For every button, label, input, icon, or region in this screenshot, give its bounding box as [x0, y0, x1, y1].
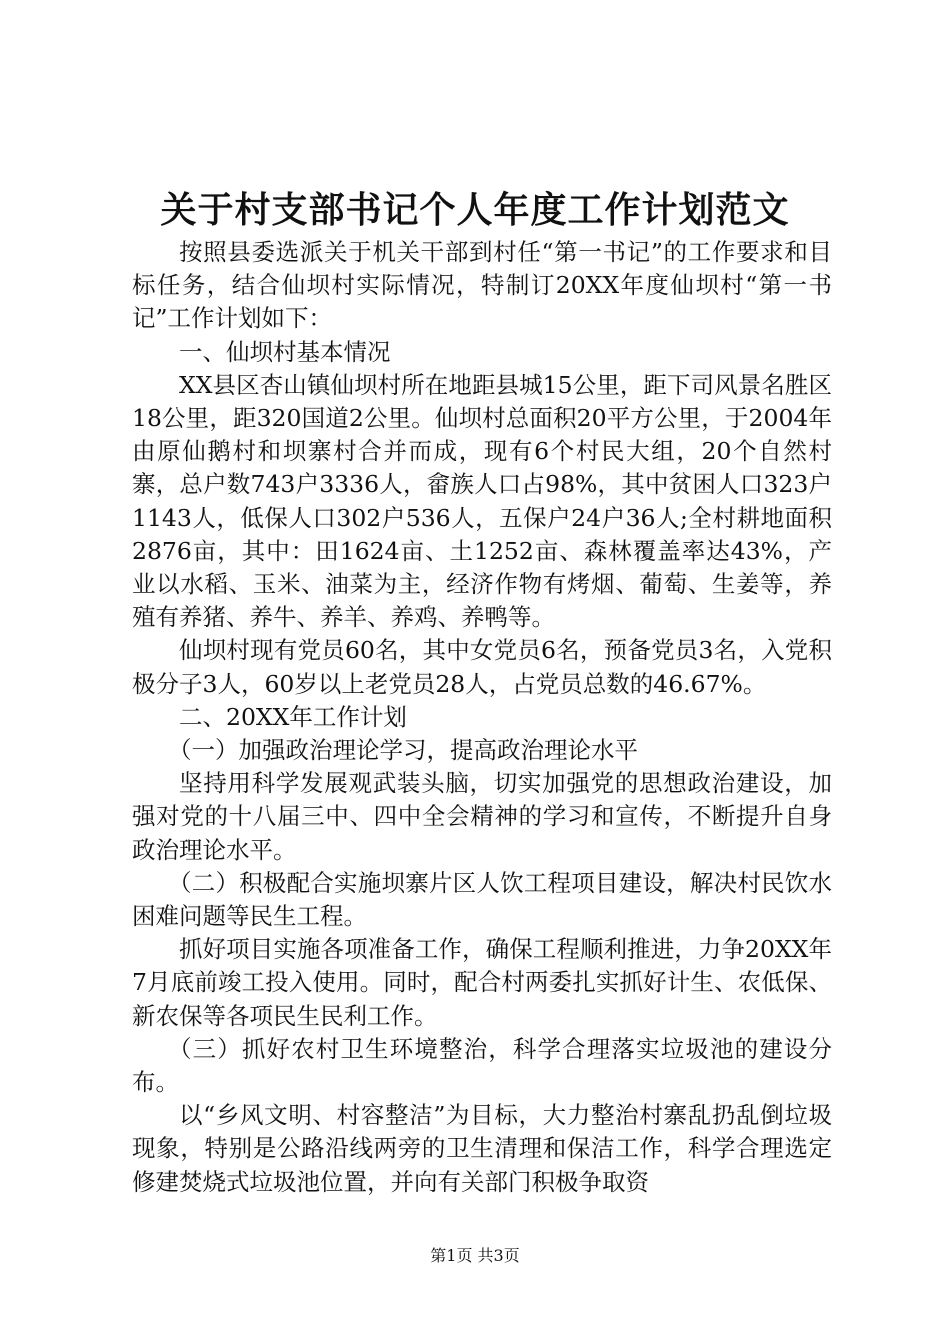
theory-study-paragraph: 坚持用科学发展观武装头脑，切实加强党的思想政治建设，加强对党的十八届三中、四中全会精神的学习和宣传，不断提升自身政治理论水平。 [132, 769, 832, 864]
sub-heading-2: （二）积极配合实施坝寨片区人饮工程项目建设，解决村民饮水困难问题等民生工程。 [132, 868, 832, 931]
party-members-paragraph: 仙坝村现有党员60名，其中女党员6名，预备党员3名，入党积极分子3人，60岁以上老党员28人，占党员总数的46.67%。 [132, 636, 832, 698]
water-project-paragraph: 抓好项目实施各项准备工作，确保工程顺利推进，力争20XX年7月底前竣工投入使用。同时，配合村两委扎实抓好计生、农低保、新农保等各项民生民利工作。 [132, 935, 832, 1030]
document-title: 关于村支部书记个人年度工作计划范文 [160, 189, 790, 231]
section-heading-2: 二、20XX年工作计划 [179, 702, 407, 731]
page-number-footer: 第1页 共3页 [430, 1246, 520, 1265]
intro-paragraph: 按照县委选派关于机关干部到村任“第一书记”的工作要求和目标任务，结合仙坝村实际情况，特制订20XX年度仙坝村“第一书记”工作计划如下： [132, 238, 832, 333]
sub-heading-3: （三）抓好农村卫生环境整治，科学合理落实垃圾池的建设分布。 [132, 1034, 832, 1097]
sanitation-paragraph: 以“乡风文明、村容整洁”为目标，大力整治村寨乱扔乱倒垃圾现象，特别是公路沿线两旁的卫生清理和保洁工作，科学合理选定修建焚烧式垃圾池位置，并向有关部门积极争取资 [132, 1101, 832, 1196]
section-heading-1: 一、仙坝村基本情况 [179, 337, 391, 366]
village-info-paragraph: XX县区杏山镇仙坝村所在地距县城15公里，距下司风景名胜区18公里，距320国道2公里。仙坝村总面积20平方公里，于2004年由原仙鹅村和坝寨村合并而成，现有6个村民大组，20个自然村寨，总户数743户3336人，畲族人口占98%，其中贫困人口323户1143人，低保人口302户536人，五保户24户36人;全村耕地面积2876亩，其中：田1624亩、土1252亩、森林覆盖率达43%，产业以水稻、玉米、油菜为主，经济作物有烤烟、葡萄、生姜等，养殖有养猪、养牛、养羊、养鸡、养鸭等。 [132, 370, 832, 632]
sub-heading-1: （一）加强政治理论学习，提高政治理论水平 [168, 736, 638, 765]
document-body [132, 236, 832, 1199]
